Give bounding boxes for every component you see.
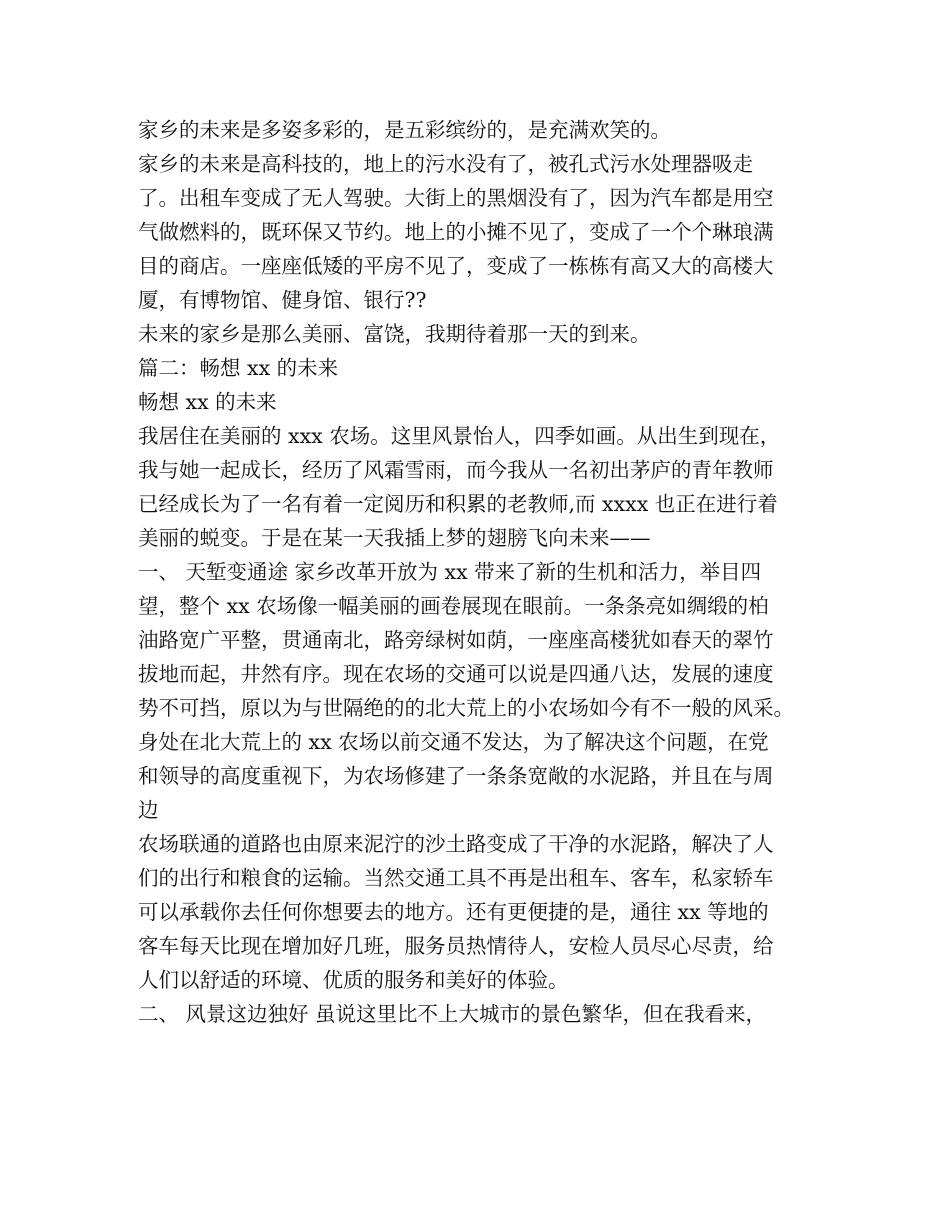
- text-line: 已经成长为了一名有着一定阅历和积累的老教师,而 xxxx 也正在进行着: [138, 492, 778, 516]
- text-line: 边: [138, 798, 159, 822]
- text-line: 和领导的高度重视下，为农场修建了一条条宽敞的水泥路，并且在与周: [138, 764, 774, 788]
- text-line: 家乡的未来是多姿多彩的，是五彩缤纷的，是充满欢笑的。: [138, 118, 671, 142]
- text-line: 拔地而起，井然有序。现在农场的交通可以说是四通八达，发展的速度: [138, 662, 774, 686]
- text-line: 一、 天堑变通途 家乡改革开放为 xx 带来了新的生机和活力，举目四: [138, 560, 762, 584]
- text-line: 二、 风景这边独好 虽说这里比不上大城市的景色繁华，但在我看来，: [138, 1002, 767, 1026]
- text-line: 家乡的未来是高科技的，地上的污水没有了，被孔式污水处理器吸走: [138, 152, 753, 176]
- text-line: 厦，有博物馆、健身馆、银行??: [138, 288, 427, 312]
- text-line: 们的出行和粮食的运输。当然交通工具不再是出租车、客车，私家轿车: [138, 866, 774, 890]
- text-line: 目的商店。一座座低矮的平房不见了，变成了一栋栋有高又大的高楼大: [138, 254, 774, 278]
- text-line: 人们以舒适的环境、优质的服务和美好的体验。: [138, 968, 569, 992]
- text-line: 客车每天比现在增加好几班，服务员热情待人，安检人员尽心尽责，给: [138, 934, 774, 958]
- text-line: 我居住在美丽的 xxx 农场。这里风景怡人，四季如画。从出生到现在，: [138, 424, 781, 448]
- body-text: [138, 113, 838, 1031]
- text-line: 油路宽广平整，贯通南北，路旁绿树如荫，一座座高楼犹如春天的翠竹: [138, 628, 774, 652]
- text-line: 势不可挡，原以为与世隔绝的的北大荒上的小农场如今有不一般的风采。: [138, 696, 794, 720]
- section-heading: 篇二：畅想 xx 的未来: [138, 356, 339, 380]
- text-line: 气做燃料的，既环保又节约。地上的小摊不见了，变成了一个个琳琅满: [138, 220, 774, 244]
- text-line: 我与她一起成长，经历了风霜雪雨，而今我从一名初出茅庐的青年教师: [138, 458, 774, 482]
- text-line: 可以承载你去任何你想要去的地方。还有更便捷的是，通往 xx 等地的: [138, 900, 769, 924]
- text-line: 农场联通的道路也由原来泥泞的沙土路变成了干净的水泥路，解决了人: [138, 832, 774, 856]
- text-line: 身处在北大荒上的 xx 农场以前交通不发达，为了解决这个问题，在党: [138, 730, 769, 754]
- text-line: 未来的家乡是那么美丽、富饶，我期待着那一天的到来。: [138, 322, 651, 346]
- text-line: 了。出租车变成了无人驾驶。大街上的黑烟没有了，因为汽车都是用空: [138, 186, 774, 210]
- text-line: 望，整个 xx 农场像一幅美丽的画卷展现在眼前。一条条亮如绸缎的柏: [138, 594, 769, 618]
- text-line: 美丽的蜕变。于是在某一天我插上梦的翅膀飞向未来——: [138, 526, 651, 550]
- article-title: 畅想 xx 的未来: [138, 390, 277, 414]
